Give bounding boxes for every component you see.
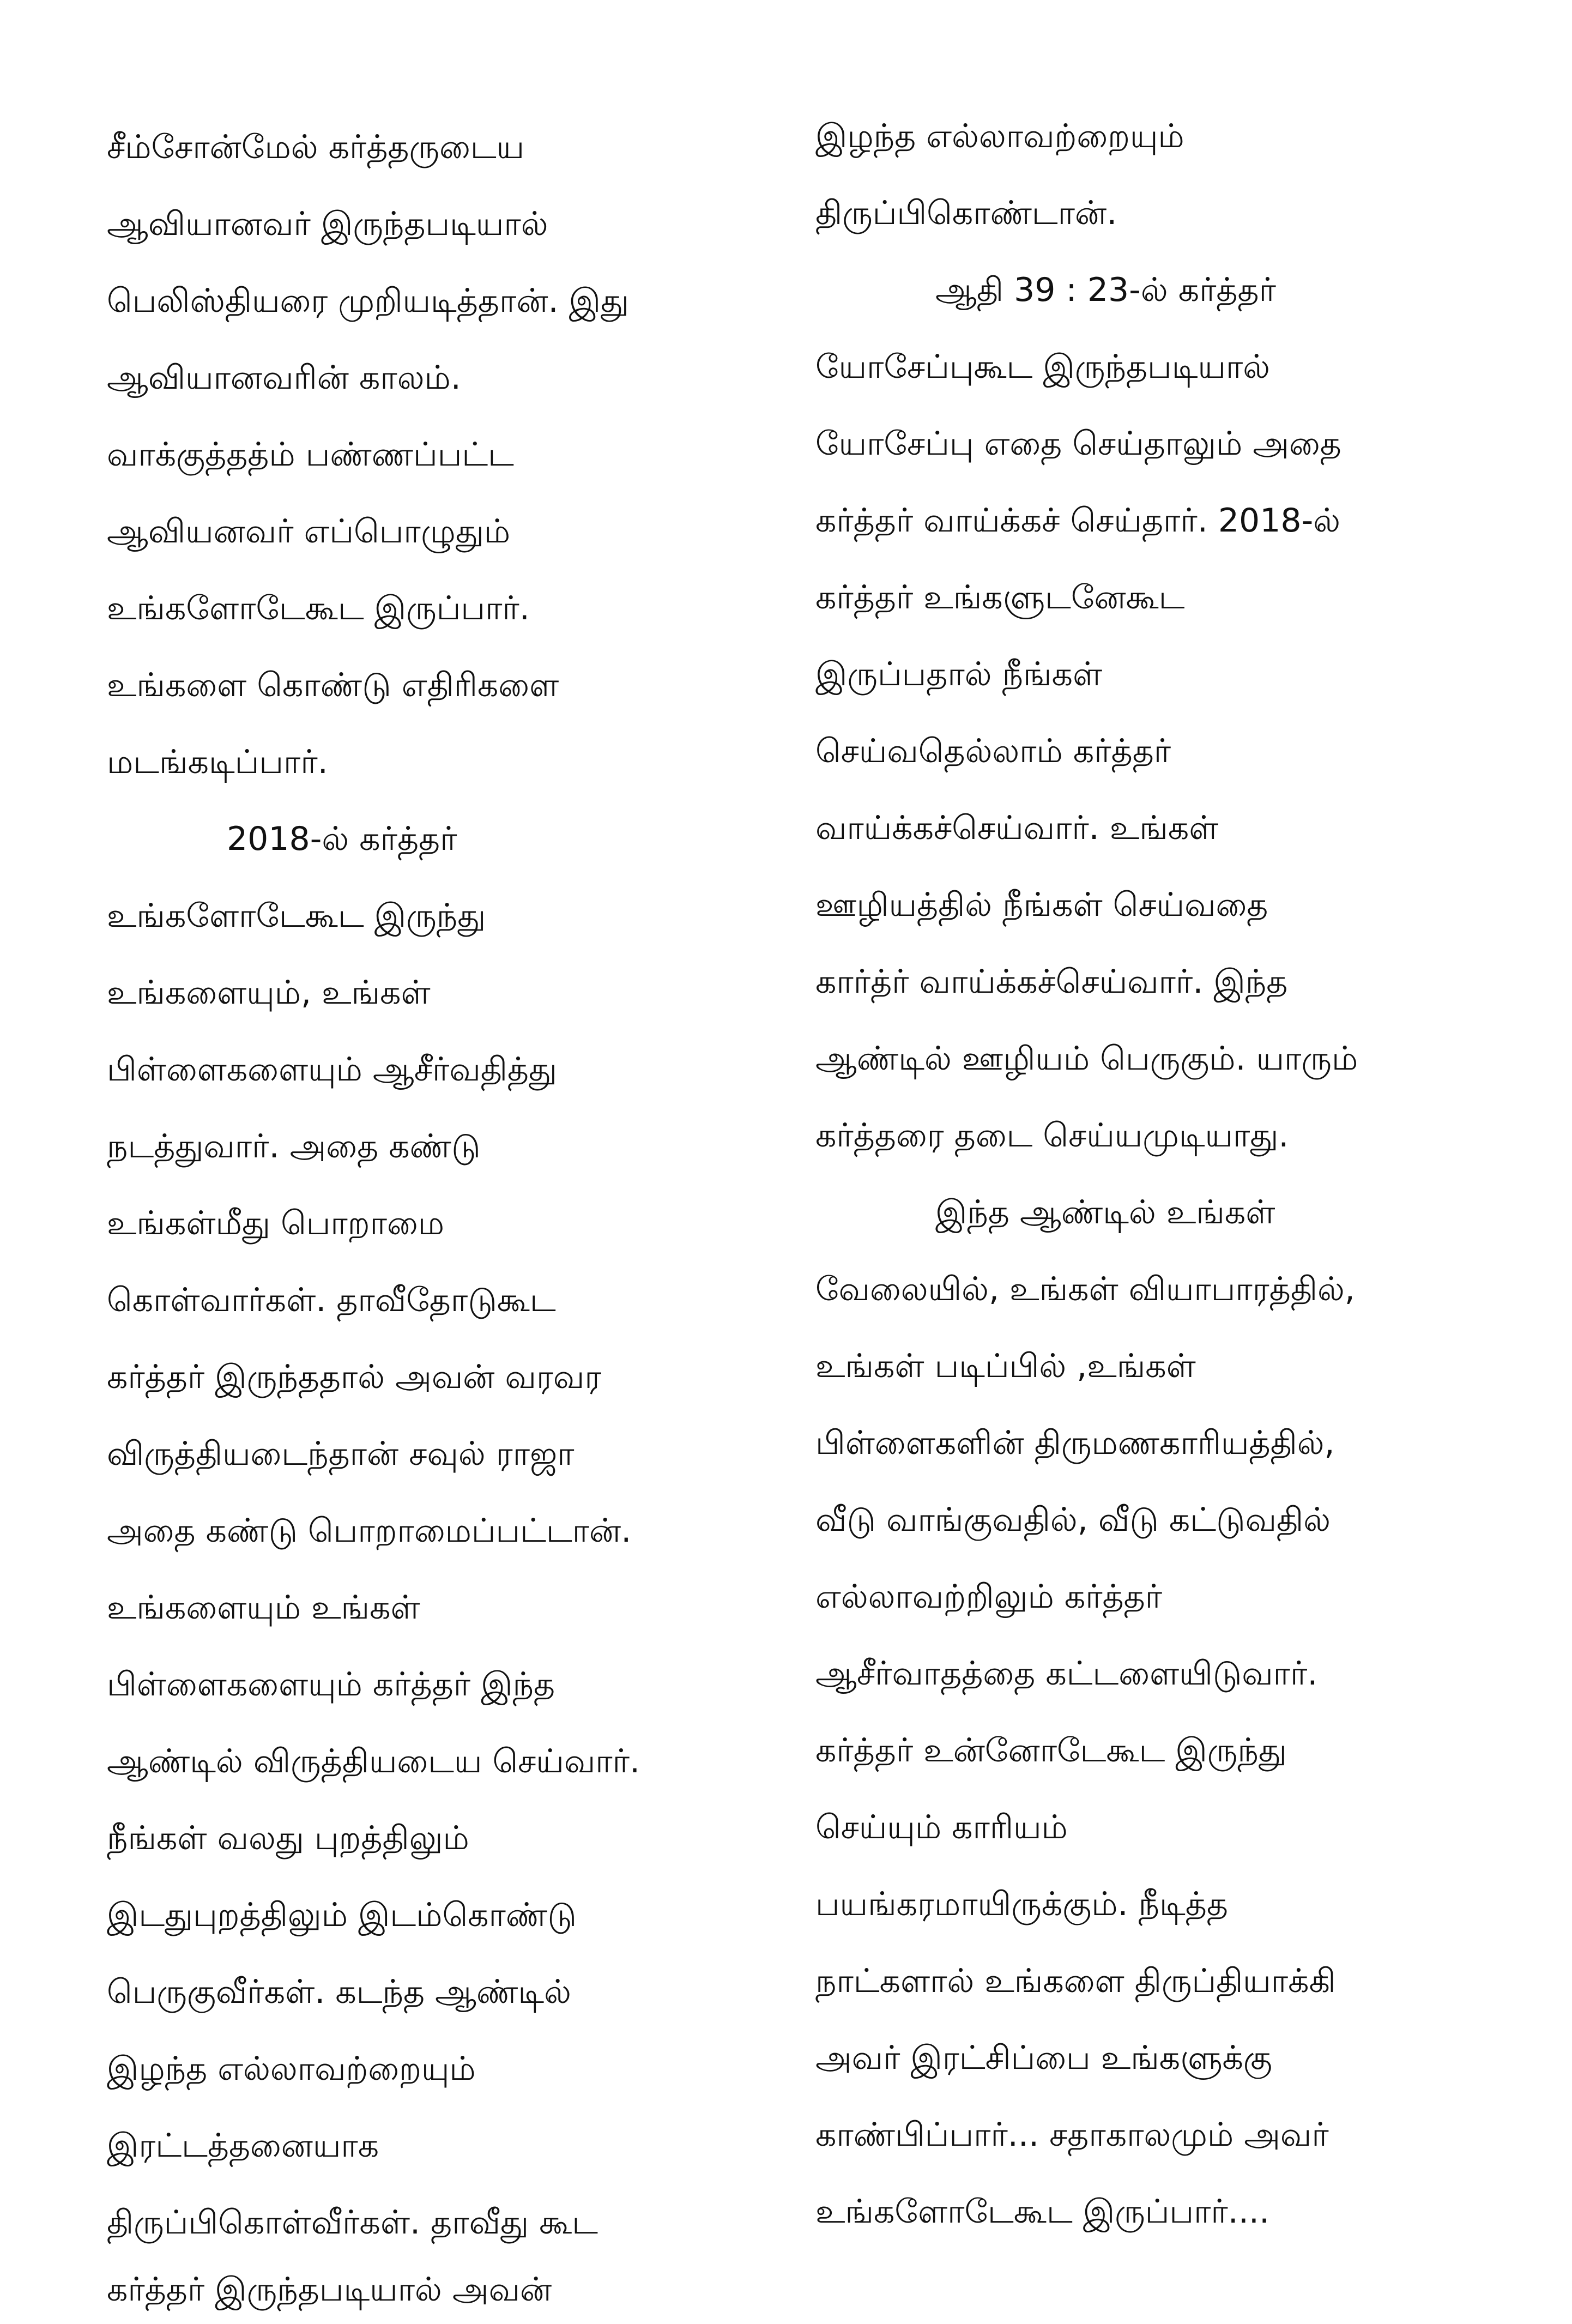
text-line: ஆண்டில் விருத்தியடைய செய்வார். xyxy=(107,1742,640,1780)
text-line: நடத்துவார். அதை கண்டு xyxy=(107,1127,481,1166)
text-line: எல்லாவற்றிலும் கர்த்தர் xyxy=(815,1578,1163,1616)
text-line: செய்வதெல்லாம் கர்த்தர் xyxy=(815,732,1171,770)
text-line: யோசேப்பு எதை செய்தாலும் அதை xyxy=(815,425,1341,463)
text-line: கர்த்தரை தடை செய்யமுடியாது. xyxy=(815,1116,1289,1155)
text-line: கர்த்தர் இருந்ததால் அவன் வரவர xyxy=(107,1358,602,1396)
text-line: இடதுபுறத்திலும் இடம்கொண்டு xyxy=(107,1896,577,1934)
text-line: பிள்ளைகளையும் கர்த்தர் இந்த xyxy=(107,1665,555,1704)
text-line: இழந்த எல்லாவற்றையும் xyxy=(107,2050,476,2088)
text-line: கர்த்தர் உன்னோடேகூட இருந்து xyxy=(815,1731,1287,1770)
text-line: பிள்ளைகளையும் ஆசீர்வதித்து xyxy=(107,1051,558,1089)
text-line: பயங்கரமாயிருக்கும். நீடித்த xyxy=(815,1885,1228,1923)
text-line: வாக்குத்தத்ம் பண்ணப்பட்ட xyxy=(107,436,514,474)
text-line-indented: ஆதி 39 : 23-ல் கர்த்தர் xyxy=(935,271,1276,309)
text-line: இரட்டத்தனையாக xyxy=(107,2127,379,2165)
text-line: அதை கண்டு பொறாமைப்பட்டான். xyxy=(107,1512,632,1550)
text-line: திருப்பிகொண்டான். xyxy=(815,194,1117,232)
text-line: உங்களோடேகூட இருந்து xyxy=(107,897,486,935)
text-line: ஆண்டில் ஊழியம் பெருகும். யாரும் xyxy=(815,1040,1358,1078)
text-line: நாட்களால் உங்களை திருப்தியாக்கி xyxy=(815,1962,1336,2000)
text-line: இருப்பதால் நீங்கள் xyxy=(815,655,1103,693)
text-line: கர்த்தர் இருந்தபடியால் அவன் xyxy=(107,2271,552,2309)
text-line: விருத்தியடைந்தான் சவுல் ராஜா xyxy=(107,1435,575,1473)
text-line: மடங்கடிப்பார். xyxy=(107,743,328,781)
text-line: உங்களையும் உங்கள் xyxy=(107,1589,420,1627)
text-line: ஊழியத்தில் நீங்கள் செய்வதை xyxy=(815,886,1268,924)
text-line: உங்கள் படிப்பில் ,உங்கள் xyxy=(815,1347,1196,1385)
text-line: பெருகுவீர்கள். கடந்த ஆண்டில் xyxy=(107,1973,571,2011)
text-line: பிள்ளைகளின் திருமணகாரியத்தில், xyxy=(815,1424,1335,1462)
text-line: வாய்க்கச்செய்வார். உங்கள் xyxy=(815,809,1219,847)
text-line: திருப்பிகொள்வீர்கள். தாவீது கூட xyxy=(107,2204,598,2242)
text-line: சீம்சோன்மேல் கர்த்தருடைய xyxy=(107,128,525,166)
text-line: உங்களோடேகூட இருப்பார். xyxy=(107,589,530,627)
text-line: கர்த்தர் வாய்க்கச் செய்தார். 2018-ல் xyxy=(815,502,1341,540)
text-line: உங்கள்மீது பொறாமை xyxy=(107,1204,445,1242)
text-line: பெலிஸ்தியரை முறியடித்தான். இது xyxy=(107,282,630,320)
text-line-indented: இந்த ஆண்டில் உங்கள் xyxy=(935,1193,1275,1232)
text-line: உங்களை கொண்டு எதிரிகளை xyxy=(107,666,559,704)
text-line: ஆவியானவரின் காலம். xyxy=(107,359,461,397)
text-line: உங்களையும், உங்கள் xyxy=(107,974,431,1012)
text-line-indented: 2018-ல் கர்த்தர் xyxy=(227,820,457,858)
text-line: யோசேப்புகூட இருந்தபடியால் xyxy=(815,348,1271,386)
text-line: ஆசீர்வாதத்தை கட்டளையிடுவார். xyxy=(815,1655,1318,1693)
text-line: கர்த்தர் உங்களுடனேகூட xyxy=(815,578,1185,617)
text-line: கார்த்ர் வாய்க்கச்செய்வார். இந்த xyxy=(815,963,1288,1001)
text-line: அவர் இரட்சிப்பை உங்களுக்கு xyxy=(815,2039,1272,2077)
text-line: நீங்கள் வலது புறத்திலும் xyxy=(107,1819,469,1857)
text-line: ஆவியனவர் எப்பொழுதும் xyxy=(107,512,511,551)
text-line: செய்யும் காரியம் xyxy=(815,1808,1068,1846)
text-line: உங்களோடேகூட இருப்பார்.... xyxy=(815,2193,1270,2231)
text-line: இழந்த எல்லாவற்றையும் xyxy=(815,117,1184,155)
text-line: கொள்வார்கள். தாவீதோடுகூட xyxy=(107,1281,556,1319)
text-line: ஆவியானவர் இருந்தபடியால் xyxy=(107,205,548,243)
text-line: வீடு வாங்குவதில், வீடு கட்டுவதில் xyxy=(815,1501,1331,1539)
text-line: காண்பிப்பார்... சதாகாலமும் அவர் xyxy=(815,2116,1329,2154)
text-line: வேலையில், உங்கள் வியாபாரத்தில், xyxy=(815,1270,1355,1308)
